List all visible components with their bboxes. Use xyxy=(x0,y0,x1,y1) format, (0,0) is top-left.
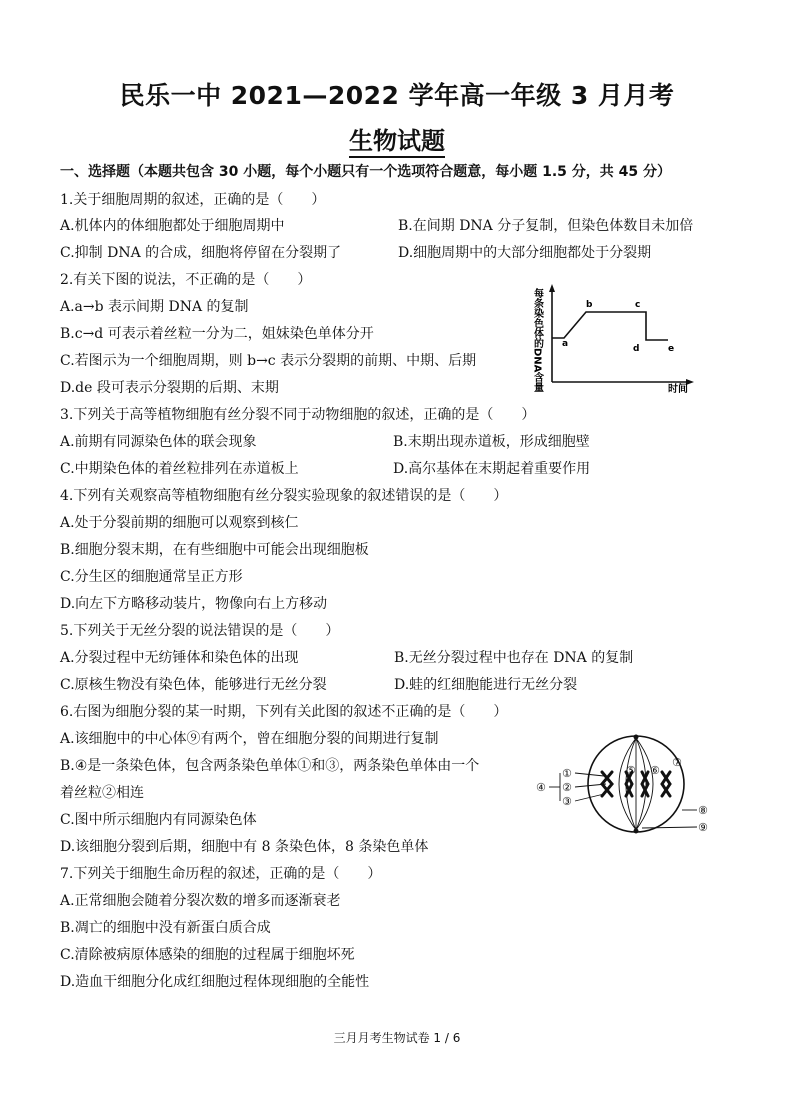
q5-option-a: A.分裂过程中无纺锤体和染色体的出现 xyxy=(60,650,299,666)
graph-ylabel: 每条染色体的DNA含量 xyxy=(531,288,543,393)
q5-option-c: C.原核生物没有染色体，能够进行无丝分裂 xyxy=(60,677,327,693)
q5-option-d: D.蛙的红细胞能进行无丝分裂 xyxy=(394,677,578,693)
q3-option-a: A.前期有同源染色体的联会现象 xyxy=(60,434,257,450)
section-heading: 一、选择题（本题共包含 30 小题，每个小题只有一个选项符合题意，每小题 1.5 分，共 45 分） xyxy=(60,164,672,180)
fig-label-9: ⑨ xyxy=(698,821,708,834)
q4-option-a: A.处于分裂前期的细胞可以观察到核仁 xyxy=(60,515,299,531)
subtitle-text: 生物试题 xyxy=(349,127,445,158)
q1-option-a: A.机体内的体细胞都处于细胞周期中 xyxy=(60,218,285,234)
q2-option-d: D.de 段可表示分裂期的后期、末期 xyxy=(60,380,279,396)
q2-option-b: B.c→d 可表示着丝粒一分为二，姐妹染色单体分开 xyxy=(60,326,374,342)
q7-option-a: A.正常细胞会随着分裂次数的增多而逐渐衰老 xyxy=(60,893,341,909)
exam-subtitle xyxy=(0,121,794,156)
fig-label-1: ① xyxy=(562,767,572,780)
q2-stem: 2.有关下图的说法，不正确的是（ ） xyxy=(60,272,312,288)
q7-option-b: B.凋亡的细胞中没有新蛋白质合成 xyxy=(60,920,271,936)
q4-option-c: C.分生区的细胞通常呈正方形 xyxy=(60,569,243,585)
q7-stem: 7.下列关于细胞生命历程的叙述，正确的是（ ） xyxy=(60,866,382,882)
q6-option-b-line2: 着丝粒②相连 xyxy=(60,785,144,801)
graph-xlabel: 时间 xyxy=(668,384,688,394)
q4-option-b: B.细胞分裂末期，在有些细胞中可能会出现细胞板 xyxy=(60,542,369,558)
exam-title: 民乐一中 2021—2022 学年高一年级 3 月月考 xyxy=(119,81,675,110)
graph-point-e: e xyxy=(668,344,675,354)
dna-content-graph xyxy=(528,282,698,394)
q6-option-a: A.该细胞中的中心体⑨有两个，曾在细胞分裂的间期进行复制 xyxy=(60,731,439,747)
graph-point-b: b xyxy=(586,300,593,310)
q2-option-a: A.a→b 表示间期 DNA 的复制 xyxy=(60,299,249,315)
q6-option-d: D.该细胞分裂到后期，细胞中有 8 条染色体，8 条染色单体 xyxy=(60,839,429,855)
graph-point-c: c xyxy=(635,300,641,310)
q1-option-b: B.在间期 DNA 分子复制，但染色体数目未加倍 xyxy=(398,218,694,234)
graph-point-a: a xyxy=(562,339,569,349)
fig-label-6: ⑥ xyxy=(650,764,660,777)
q7-option-c: C.清除被病原体感染的细胞的过程属于细胞坏死 xyxy=(60,947,355,963)
q1-stem: 1.关于细胞周期的叙述，正确的是（ ） xyxy=(60,192,326,208)
q3-stem: 3.下列关于高等植物细胞有丝分裂不同于动物细胞的叙述，正确的是（ ） xyxy=(60,407,536,423)
q3-option-d: D.高尔基体在末期起着重要作用 xyxy=(393,461,591,477)
fig-label-2: ② xyxy=(562,781,572,794)
q5-stem: 5.下列关于无丝分裂的说法错误的是（ ） xyxy=(60,623,340,639)
graph-point-d: d xyxy=(633,344,640,354)
q1-option-d: D.细胞周期中的大部分细胞都处于分裂期 xyxy=(398,245,652,261)
cell-division-figure xyxy=(532,728,718,846)
q1-option-c: C.抑制 DNA 的合成，细胞将停留在分裂期了 xyxy=(60,245,342,261)
q4-stem: 4.下列有关观察高等植物细胞有丝分裂实验现象的叙述错误的是（ ） xyxy=(60,488,508,504)
fig-label-8: ⑧ xyxy=(698,804,708,817)
q5-option-b: B.无丝分裂过程中也存在 DNA 的复制 xyxy=(394,650,634,666)
q6-stem: 6.右图为细胞分裂的某一时期，下列有关此图的叙述不正确的是（ ） xyxy=(60,704,508,720)
fig-label-7: ⑦ xyxy=(672,756,682,769)
page-footer: 三月月考生物试卷 1 / 6 xyxy=(333,1031,461,1045)
graph-curve xyxy=(552,312,668,340)
fig-label-3: ③ xyxy=(562,795,572,808)
q3-option-b: B.末期出现赤道板，形成细胞壁 xyxy=(393,434,590,450)
q4-option-d: D.向左下方略移动装片，物像向右上方移动 xyxy=(60,596,328,612)
q7-option-d: D.造血干细胞分化成红细胞过程体现细胞的全能性 xyxy=(60,974,370,990)
q2-option-c: C.若图示为一个细胞周期，则 b→c 表示分裂期的前期、中期、后期 xyxy=(60,353,477,369)
fig-label-5: ⑤ xyxy=(626,764,636,777)
q6-option-c: C.图中所示细胞内有同源染色体 xyxy=(60,812,257,828)
q6-option-b-line1: B.④是一条染色体，包含两条染色单体①和③，两条染色单体由一个 xyxy=(60,758,480,774)
fig-label-4: ④ xyxy=(536,781,546,794)
q3-option-c: C.中期染色体的着丝粒排列在赤道板上 xyxy=(60,461,299,477)
